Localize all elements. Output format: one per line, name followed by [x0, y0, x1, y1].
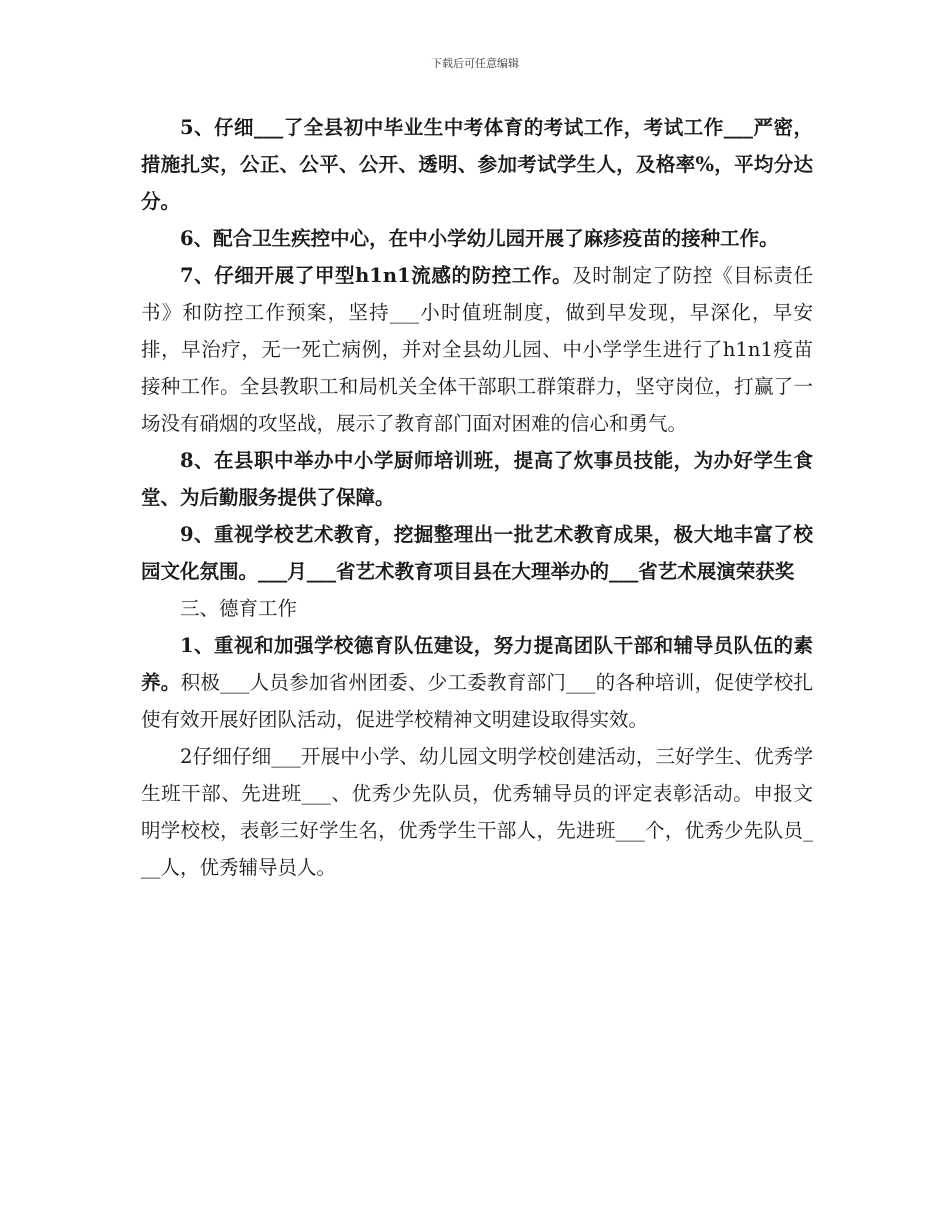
- paragraph-5: 5、仔细___了全县初中毕业生中考体育的考试工作，考试工作___严密，措施扎实，公正、公平、公开、透明、参加考试学生人，及格率%，平均分达分。: [141, 116, 813, 213]
- moral-paragraph-1-body: 积极___人员参加省州团委、少工委教育部门___的各种培训，促使学校扎使有效开展好团队活动，促进学校精神文明建设取得实效。: [141, 671, 813, 731]
- paragraph-7: [141, 257, 813, 442]
- paragraph-6: 6、配合卫生疾控中心，在中小学幼儿园开展了麻疹疫苗的接种工作。: [180, 227, 779, 250]
- section-heading-moral-education: 三、德育工作: [180, 597, 298, 620]
- document-body: [141, 109, 813, 886]
- moral-paragraph-2: 2仔细仔细___开展中小学、幼儿园文明学校创建活动，三好学生、优秀学生班干部、先进班___、优秀少先队员，优秀辅导员的评定表彰活动。申报文明学校校，表彰三好学生名，优秀学生干部人，先进班___个，优秀少先队员___人，优秀辅导员人。: [141, 745, 813, 879]
- moral-paragraph-1: [141, 627, 813, 738]
- paragraph-7-body: 及时制定了防控《目标责任书》和防控工作预案，坚持___小时值班制度，做到早发现，早深化，早安排，早治疗，无一死亡病例，并对全县幼儿园、中小学学生进行了h1n1疫苗接种工作。全县教职工和局机关全体干部职工群策群力，坚守岗位，打赢了一场没有硝烟的攻坚战，展示了教育部门面对困难的信心和勇气。: [141, 264, 813, 435]
- paragraph-7-lead: 7、仔细开展了甲型h1n1流感的防控工作。: [180, 264, 573, 287]
- moral-paragraph-1-lead: 1、重视和加强学校德育队伍建设，努力提高团队干部和辅导员队伍的素养。: [141, 634, 813, 694]
- page-header-note: 下载后可任意编辑: [431, 57, 519, 70]
- paragraph-8: 8、在县职中举办中小学厨师培训班，提高了炊事员技能，为办好学生食堂、为后勤服务提供了保障。: [141, 449, 813, 509]
- paragraph-9: 9、重视学校艺术教育，挖掘整理出一批艺术教育成果，极大地丰富了校园文化氛围。___月___省艺术教育项目县在大理举办的___省艺术展演荣获奖: [141, 523, 813, 583]
